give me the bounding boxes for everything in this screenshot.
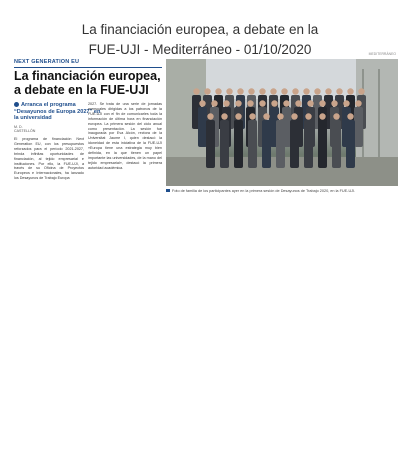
newspaper-clipping — [12, 52, 396, 199]
person-head — [199, 100, 205, 106]
page-header — [0, 20, 400, 60]
article-body-column-1: El programa de financiación Next Generation EU, con los presupuestos reforzados para el período 2021-2027, brinda infinitas oportunidades de financiación, al tejido empresarial e instituciones. Por ello, la FUE-UJI, a través de su Oficina de Proyectos Europeos e Internacionales, ha lanzado los Desayunos de Trabajo Europa — [14, 137, 84, 181]
person-head — [283, 100, 289, 106]
person-head — [221, 113, 227, 119]
photo-credit: MEDITERRÁNEO — [368, 52, 396, 56]
person-head — [347, 88, 353, 94]
person-head — [319, 113, 325, 119]
person-figure — [248, 120, 257, 168]
bullet-icon — [14, 102, 19, 107]
person-head — [281, 88, 287, 94]
person-head — [193, 88, 199, 94]
person-figure — [206, 120, 215, 168]
person-head — [307, 100, 313, 106]
person-figure — [354, 107, 363, 147]
person-figure — [290, 120, 299, 168]
person-figure — [346, 120, 355, 168]
person-head — [271, 100, 277, 106]
person-head — [277, 113, 283, 119]
person-head — [319, 100, 325, 106]
photo-caption — [166, 189, 398, 194]
person-head — [355, 100, 361, 106]
person-head — [247, 100, 253, 106]
article-headline: La financiación europea, a debate en la FUE-UJI — [14, 69, 161, 97]
caption-marker-icon — [166, 189, 170, 192]
person-figure — [318, 120, 327, 168]
page-header-line1: La financiación europea, a debate en la — [81, 22, 319, 37]
person-head — [226, 88, 232, 94]
person-figure — [276, 120, 285, 168]
page-header-line2: FUE-UJI - Mediterráneo - 01/10/2020 — [88, 42, 312, 57]
person-head — [305, 113, 311, 119]
person-head — [223, 100, 229, 106]
person-figure — [304, 120, 313, 168]
person-head — [333, 113, 339, 119]
person-figure — [220, 120, 229, 168]
person-head — [358, 88, 364, 94]
section-tag: NEXT GENERATION EU — [14, 59, 80, 65]
person-head — [259, 88, 265, 94]
person-head — [303, 88, 309, 94]
person-head — [331, 100, 337, 106]
person-head — [263, 113, 269, 119]
person-figure — [262, 120, 271, 168]
person-figure — [332, 120, 341, 168]
person-head — [325, 88, 331, 94]
person-head — [207, 113, 213, 119]
person-head — [248, 88, 254, 94]
article-subhead-text: Arranca el programa “Desayunos de Europa 2027” en la universidad — [14, 102, 101, 122]
person-figure — [198, 107, 207, 147]
person-head — [295, 100, 301, 106]
person-head — [314, 88, 320, 94]
person-head — [204, 88, 210, 94]
person-head — [292, 88, 298, 94]
article-byline — [14, 125, 74, 134]
person-head — [235, 113, 241, 119]
person-head — [235, 100, 241, 106]
article-body-column-2: 2027. Se trata de una serie de jornadas mensuales dirigidas a los patronos de la FUE-UJI con el fin de comunicarles toda la información de última hora en financiación europea. La primera sesión del ciclo anual como presentación. La sesión fue inaugurada por Eva Alcón, rectora de la Universitat Jaume I, quien destacó la idoneidad de esta iniciativa de la FUE-UJI «Europa tiene una estrategia muy bien definida, en la que tienen un papel importante las universidades, de la mano del tejido empresarial», destacó la primera autoridad académica. — [88, 102, 162, 170]
person-head — [343, 100, 349, 106]
byline-city: CASTELLÓN — [14, 129, 36, 134]
person-head — [347, 113, 353, 119]
photo-caption-text: Foto de familia de los participantes ayer en la primera sesión de Desayunos de Trabajo 2020, en la FUE-UJI. — [172, 189, 356, 193]
group-photo-image — [166, 59, 398, 186]
person-head — [237, 88, 243, 94]
person-head — [270, 88, 276, 94]
person-head — [211, 100, 217, 106]
person-head — [336, 88, 342, 94]
person-head — [249, 113, 255, 119]
byline-name: M. D. — [14, 125, 23, 129]
person-head — [215, 88, 221, 94]
section-divider — [14, 67, 162, 68]
person-figure — [234, 120, 243, 168]
person-head — [291, 113, 297, 119]
group-photo — [166, 52, 398, 186]
person-head — [259, 100, 265, 106]
